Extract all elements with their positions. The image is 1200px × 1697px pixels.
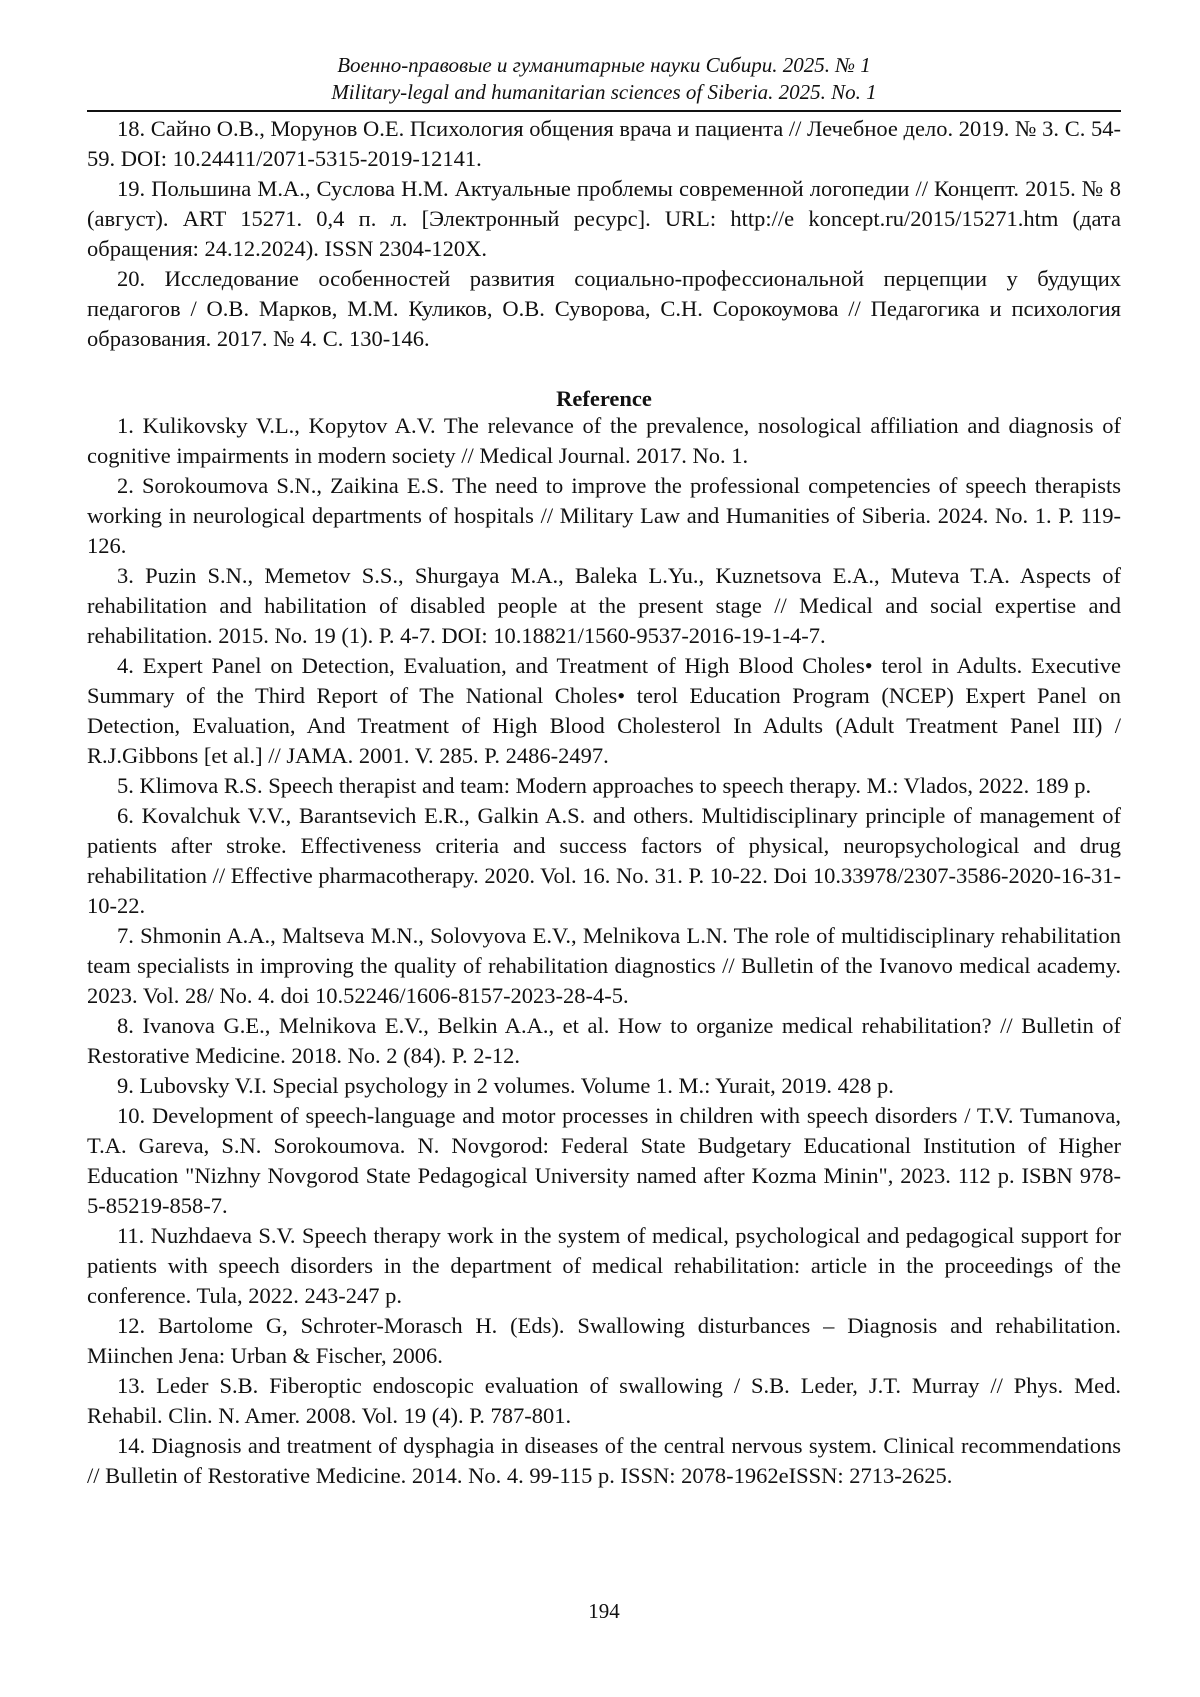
reference-item [87, 411, 1121, 471]
reference-item [87, 651, 1121, 771]
header-divider [87, 110, 1121, 112]
reference-number: 4. [117, 653, 134, 678]
reference-number: 1. [117, 413, 134, 438]
reference-number: 5. [117, 773, 134, 798]
reference-text: Klimova R.S. Speech therapist and team: Modern approaches to speech therapy. M.: Vlados, 2022. 189 p. [140, 773, 1092, 798]
section-heading: Reference [87, 384, 1121, 414]
reference-text: Sorokoumova S.N., Zaikina E.S. The need to improve the professional competencies of speech therapists working in neurological departments of hospitals // Military Law and Humanities of Siberia. 2024. No. 1. P. 119-126. [87, 473, 1121, 558]
reference-number: 12. [117, 1313, 145, 1338]
reference-item [87, 1371, 1121, 1431]
reference-number: 7. [117, 923, 134, 948]
reference-item [87, 801, 1121, 921]
reference-text: Kulikovsky V.L., Kopytov A.V. The relevance of the prevalence, nosological affiliation and diagnosis of cognitive impairments in modern society // Medical Journal. 2017. No. 1. [87, 413, 1121, 468]
reference-text: Development of speech-language and motor processes in children with speech disorders / T.V. Tumanova, T.A. Gareva, S.N. Sorokoumova. N. Novgorod: Federal State Budgetary Educational Institution of Higher Education "Nizhny Novgorod State Pedagogical University named after Kozma Minin", 2023. 112 p. ISBN 978-5-85219-858-7. [87, 1103, 1121, 1218]
reference-text: Ivanova G.E., Melnikova E.V., Belkin A.A., et al. How to organize medical rehabilitation? // Bulletin of Restorative Medicine. 2018. No. 2 (84). P. 2-12. [87, 1013, 1121, 1068]
reference-item [87, 561, 1121, 651]
reference-text: Puzin S.N., Memetov S.S., Shurgaya M.A., Baleka L.Yu., Kuznetsova E.A., Muteva T.A. Aspects of rehabilitation and habilitation of disabled people at the present stage // Medical and social expertise and rehabilitation. 2015. No. 19 (1). P. 4-7. DOI: 10.18821/1560-9537-2016-19-1-4-7. [87, 563, 1121, 648]
reference-text: Nuzhdaeva S.V. Speech therapy work in the system of medical, psychological and pedagogical support for patients with speech disorders in the department of medical rehabilitation: article in the proceedings of the conference. Tula, 2022. 243-247 p. [87, 1223, 1121, 1308]
reference-text: Исследование особенностей развития социально-профессиональной перцепции у будущих педагогов / О.В. Марков, М.М. Куликов, О.В. Суворова, С.Н. Сорокоумова // Педагогика и психология образования. 2017. № 4. С. 130-146. [87, 266, 1121, 351]
page-number: 194 [87, 1598, 1121, 1624]
references-list-en [87, 411, 1121, 1491]
reference-item [87, 1011, 1121, 1071]
reference-number: 2. [117, 473, 134, 498]
reference-item [87, 1221, 1121, 1311]
header-title-en: Military-legal and humanitarian sciences of Siberia. 2025. No. 1 [87, 79, 1121, 106]
reference-text: Diagnosis and treatment of dysphagia in diseases of the central nervous system. Clinical recommendations // Bulletin of Restorative Medicine. 2014. No. 4. 99-115 p. ISSN: 2078-1962eISSN: 2713-2625. [87, 1433, 1121, 1488]
reference-item [87, 114, 1121, 174]
reference-number: 6. [117, 803, 134, 828]
reference-number: 19. [117, 176, 145, 201]
reference-item [87, 1071, 1121, 1101]
reference-number: 10. [117, 1103, 145, 1128]
reference-text: Польшина М.А., Суслова Н.М. Актуальные проблемы современной логопедии // Концепт. 2015. № 8 (август). ART 15271. 0,4 п. л. [Электронный ресурс]. URL: http://e koncept.ru/2015/15271.htm (дата обращения: 24.12.2024). ISSN 2304-120X. [87, 176, 1121, 261]
reference-text: Kovalchuk V.V., Barantsevich E.R., Galkin A.S. and others. Multidisciplinary principle of management of patients after stroke. Effectiveness criteria and success factors of physical, neuropsychological and drug rehabilitation // Effective pharmacotherapy. 2020. Vol. 16. No. 31. P. 10-22. Doi 10.33978/2307-3586-2020-16-31-10-22. [87, 803, 1121, 918]
references-list-ru [87, 114, 1121, 354]
reference-number: 13. [117, 1373, 145, 1398]
reference-text: Bartolome G, Schroter-Morasch H. (Eds). Swallowing disturbances – Diagnosis and rehabilitation. Miinchen Jena: Urban & Fischer, 2006. [87, 1313, 1121, 1368]
reference-number: 9. [117, 1073, 134, 1098]
reference-item [87, 1101, 1121, 1221]
reference-item [87, 264, 1121, 354]
reference-item [87, 1431, 1121, 1491]
reference-text: Сайно О.В., Морунов О.Е. Психология общения врача и пациента // Лечебное дело. 2019. № 3. С. 54-59. DOI: 10.24411/2071-5315-2019-12141. [87, 116, 1121, 171]
header-title-ru: Военно-правовые и гуманитарные науки Сибири. 2025. № 1 [87, 52, 1121, 79]
reference-item [87, 174, 1121, 264]
reference-text: Expert Panel on Detection, Evaluation, and Treatment of High Blood Choles• terol in Adults. Executive Summary of the Third Report of The National Choles• terol Education Program (NCEP) Expert Panel on Detection, Evaluation, And Treatment of High Blood Cholesterol In Adults (Adult Treatment Panel III) / R.J.Gibbons [et al.] // JAMA. 2001. V. 285. P. 2486-2497. [87, 653, 1121, 768]
reference-text: Shmonin A.A., Maltseva M.N., Solovyova E.V., Melnikova L.N. The role of multidisciplinary rehabilitation team specialists in improving the quality of rehabilitation diagnostics // Bulletin of the Ivanovo medical academy. 2023. Vol. 28/ No. 4. doi 10.52246/1606-8157-2023-28-4-5. [87, 923, 1121, 1008]
reference-item [87, 771, 1121, 801]
reference-number: 3. [117, 563, 134, 588]
running-header [87, 52, 1121, 106]
reference-number: 14. [117, 1433, 145, 1458]
reference-text: Lubovsky V.I. Special psychology in 2 volumes. Volume 1. M.: Yurait, 2019. 428 p. [140, 1073, 894, 1098]
reference-number: 8. [117, 1013, 134, 1038]
reference-item [87, 921, 1121, 1011]
reference-item [87, 471, 1121, 561]
reference-number: 20. [117, 266, 145, 291]
reference-number: 18. [117, 116, 145, 141]
reference-number: 11. [117, 1223, 144, 1248]
reference-text: Leder S.B. Fiberoptic endoscopic evaluation of swallowing / S.B. Leder, J.T. Murray // Phys. Med. Rehabil. Clin. N. Amer. 2008. Vol. 19 (4). P. 787-801. [87, 1373, 1121, 1428]
reference-item [87, 1311, 1121, 1371]
